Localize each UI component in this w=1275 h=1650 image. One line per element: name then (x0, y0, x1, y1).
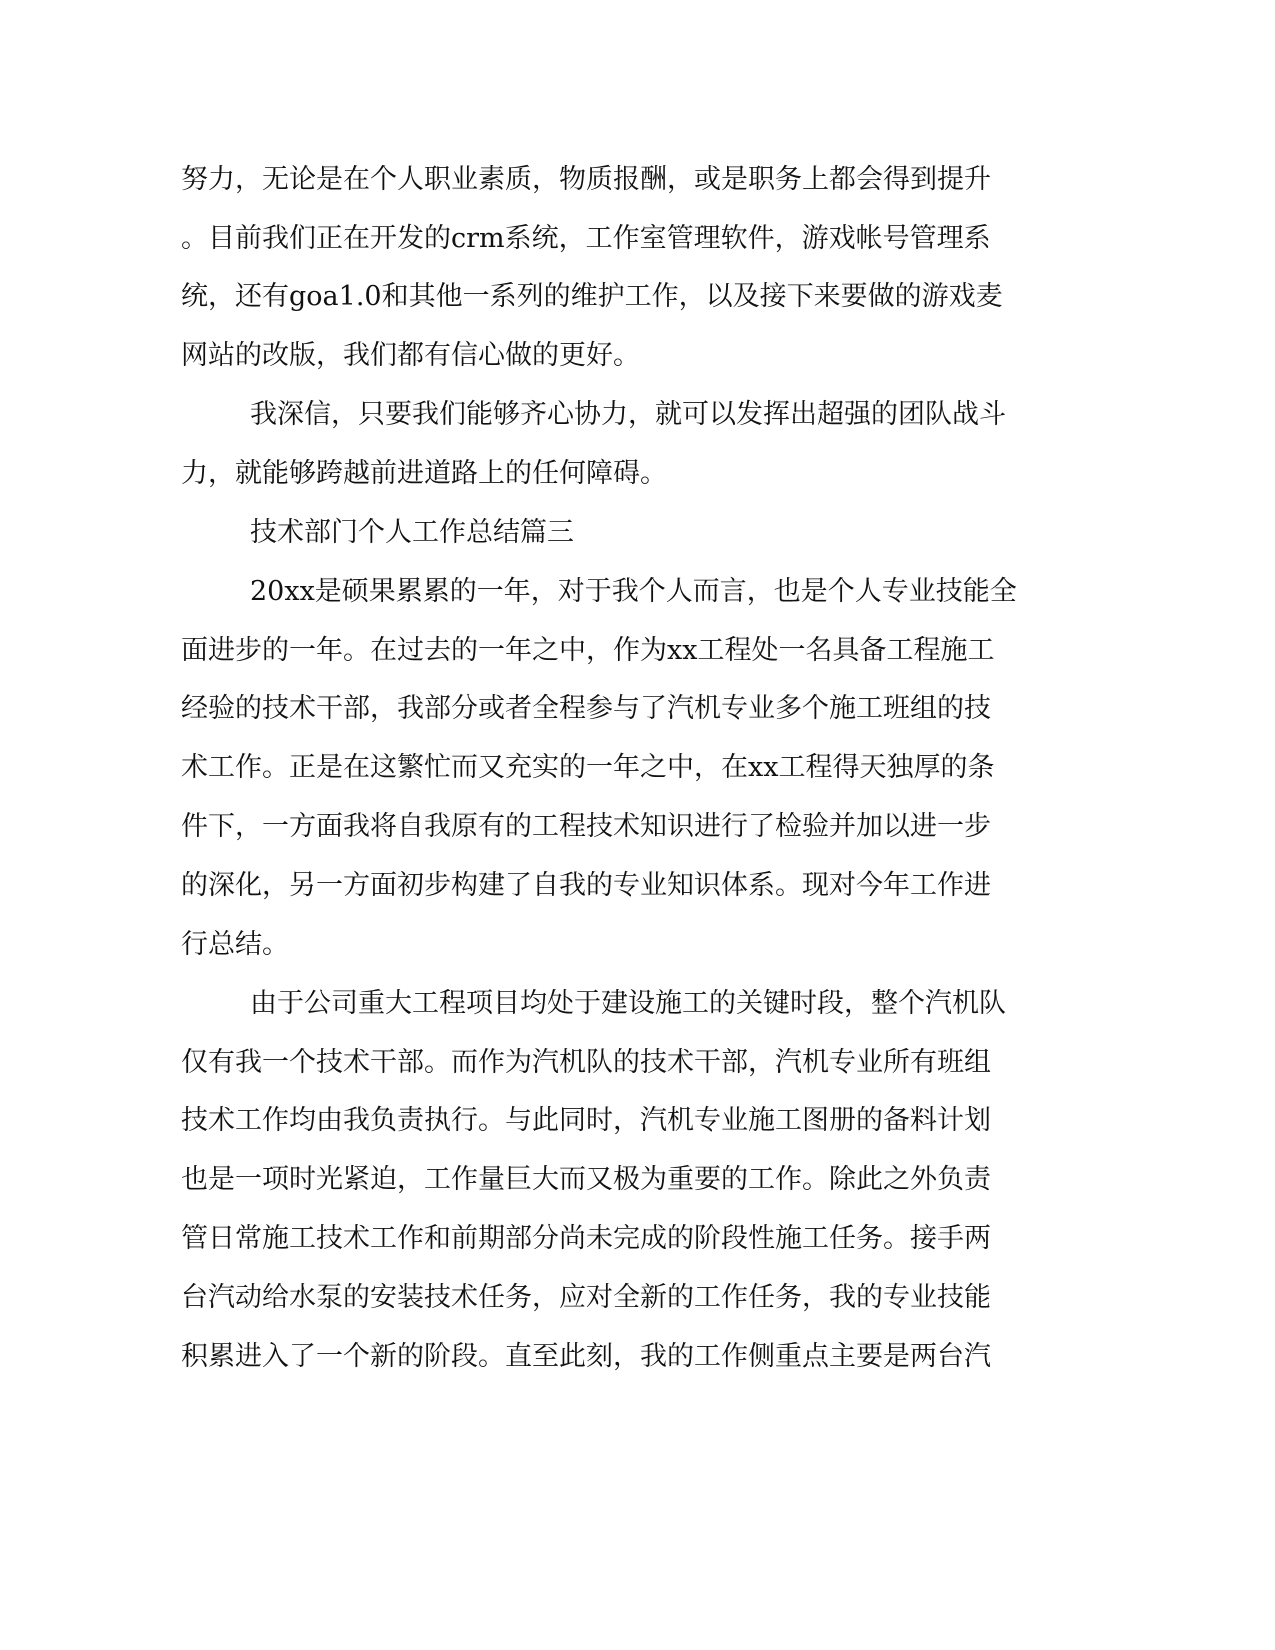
text-line: 术工作。正是在这繁忙而又充实的一年之中，在xx工程得天独厚的条 (181, 752, 995, 783)
text-line: 管日常施工技术工作和前期部分尚未完成的阶段性施工任务。接手两 (181, 1223, 991, 1254)
text-line: 20xx是硕果累累的一年，对于我个人而言，也是个人专业技能全 (250, 576, 1017, 607)
text-line: 台汽动给水泵的安装技术任务，应对全新的工作任务，我的专业技能 (181, 1282, 991, 1313)
text-line: 网站的改版，我们都有信心做的更好。 (181, 340, 640, 371)
text-line: 由于公司重大工程项目均处于建设施工的关键时段，整个汽机队 (250, 988, 1006, 1019)
text-line: 仅有我一个技术干部。而作为汽机队的技术干部，汽机专业所有班组 (181, 1047, 991, 1078)
text-line: 行总结。 (181, 929, 289, 960)
text-line: 件下，一方面我将自我原有的工程技术知识进行了检验并加以进一步 (181, 811, 991, 842)
text-line: 经验的技术干部，我部分或者全程参与了汽机专业多个施工班组的技 (181, 693, 991, 724)
section-heading: 技术部门个人工作总结篇三 (250, 517, 574, 548)
text-line: 。目前我们正在开发的crm系统，工作室管理软件，游戏帐号管理系 (181, 223, 991, 254)
text-line: 我深信，只要我们能够齐心协力，就可以发挥出超强的团队战斗 (250, 399, 1006, 430)
text-line: 统，还有goa1.0和其他一系列的维护工作，以及接下来要做的游戏麦 (181, 281, 1003, 312)
text-line: 积累进入了一个新的阶段。直至此刻，我的工作侧重点主要是两台汽 (181, 1341, 991, 1372)
text-line: 也是一项时光紧迫，工作量巨大而又极为重要的工作。除此之外负责 (181, 1164, 991, 1195)
text-line: 努力，无论是在个人职业素质，物质报酬，或是职务上都会得到提升 (181, 164, 991, 195)
text-line: 的深化，另一方面初步构建了自我的专业知识体系。现对今年工作进 (181, 870, 991, 901)
text-line: 力，就能够跨越前进道路上的任何障碍。 (181, 458, 667, 489)
text-line: 面进步的一年。在过去的一年之中，作为xx工程处一名具备工程施工 (181, 635, 995, 666)
text-line: 技术工作均由我负责执行。与此同时，汽机专业施工图册的备料计划 (181, 1105, 991, 1136)
